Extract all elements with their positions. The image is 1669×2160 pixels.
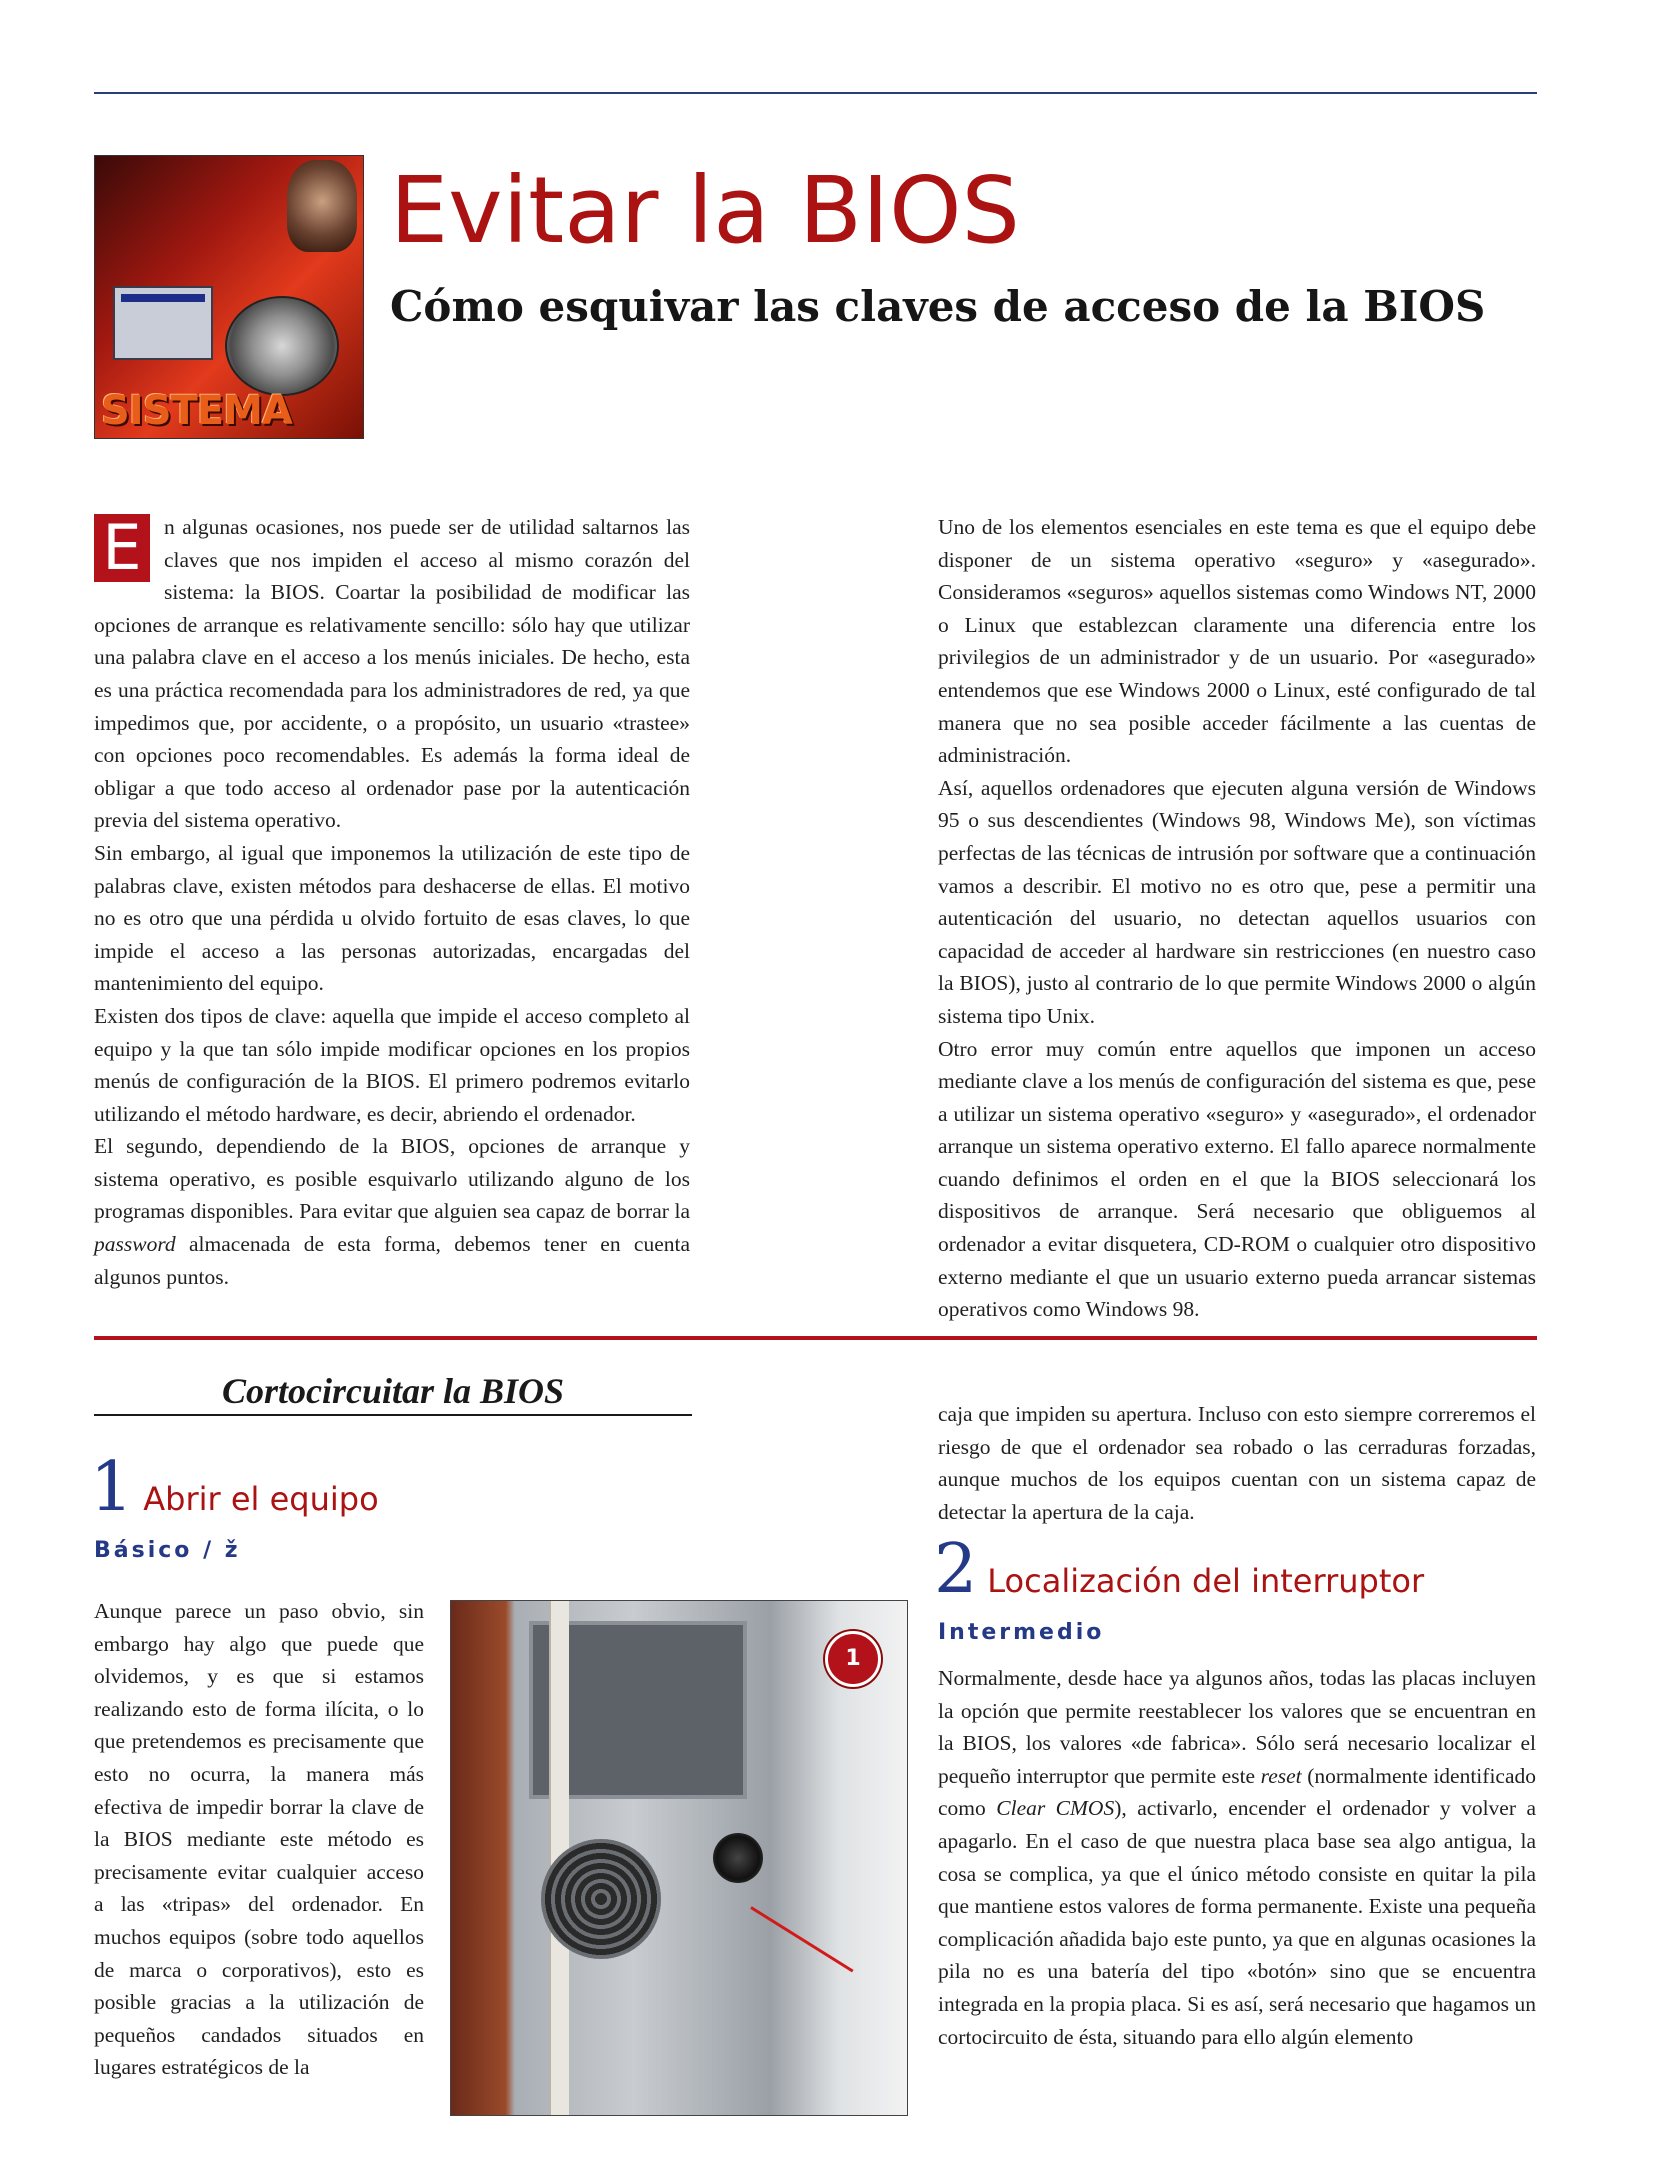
step-1-level: Básico / ž	[94, 1538, 241, 1563]
step-1-body: Aunque parece un paso obvio, sin embargo hay algo que puede que olvidemos, y es que si estamos realizando esto de forma ilícita, o lo que pretendemos es precisamente que esto no ocurra, la manera más efectiva de impedir borrar la clave de la BIOS mediante este método es precisamente evitar cualquier acceso a las «tripas» del ordenador. En muchos equipos (sobre todo aquellos de marca o corporativos), esto es posible gracias a la utilización de pequeños candados situados en lugares estratégicos de la	[94, 1599, 424, 2080]
section-tag: SISTEMA	[101, 388, 292, 434]
step-2-heading	[934, 1530, 1424, 1609]
illustration-hard-disk	[225, 296, 339, 396]
intro-column-left	[94, 511, 690, 1293]
intro-paragraph: Otro error muy común entre aquellos que imponen un acceso mediante clave a los menús de configuración del sistema es que, pese a utilizar un sistema operativo «seguro» y «asegurado», el ordenador arranque un sistema operativo externo. El fallo aparece normalmente cuando definimos el orden en el que la BIOS seleccionará los dispositivos de arranque. Será necesario que obliguemos al ordenador a evitar disquetera, CD-ROM o cualquier otro dispositivo externo mediante el que un usuario externo pueda arrancar sistemas operativos como Windows 98.	[938, 1036, 1536, 1322]
article-title: Evitar la BIOS	[390, 157, 1020, 264]
step-1-heading	[90, 1448, 379, 1527]
step-title: Abrir el equipo	[143, 1480, 379, 1518]
photo-fan	[541, 1839, 661, 1959]
dropcap: E	[94, 514, 150, 582]
photo-lock	[713, 1833, 763, 1883]
intro-paragraph: Sin embargo, al igual que imponemos la utilización de este tipo de palabras clave, existen métodos para deshacerse de ellas. El motivo no es otro que una pérdida u olvido fortuito de esas claves, lo que impide el acceso a las personas autorizadas, encargadas del mantenimiento del equipo.	[94, 840, 690, 996]
step-number: 2	[934, 1530, 978, 1609]
intro-paragraph: El segundo, dependiendo de la BIOS, opciones de arranque y sistema operativo, es posible esquivarlo utilizando alguno de los programas disponibles. Para evitar que alguien sea capaz de borrar la password almacenada de esta forma, debemos tener en cuenta algunos puntos.	[94, 1134, 691, 1289]
intro-paragraph: Así, aquellos ordenadores que ejecuten alguna versión de Windows 95 o sus descendientes (Windows 98, Windows Me), son víctimas perfectas de las técnicas de intrusión por software que a continuación vamos a describir. El motivo no es otro que, pese a permitir una autenticación del usuario, no detectan aquellos usuarios con capacidad de acceder al hardware sin restricciones (en nuestro caso la BIOS), justo al contrario de lo que permite Windows 2000 o algún sistema tipo Unix.	[938, 775, 1536, 1028]
section-illustration	[94, 155, 364, 439]
intro-paragraph: Existen dos tipos de clave: aquella que impide el acceso completo al equipo y la que tan sólo impide modificar opciones en los propios menús de configuración de la BIOS. El primero podremos evitarlo utilizando el método hardware, es decir, abriendo el ordenador.	[94, 1003, 690, 1126]
intro-paragraph: Uno de los elementos esenciales en este tema es que el equipo debe disponer de un sistema operativo «seguro» y «asegurado». Consideramos «seguros» aquellos sistemas como Windows NT, 2000 o Linux que establezcan claramente una diferencia entre los privilegios de un administrador y de un usuario. Por «asegurado» entendemos que ese Windows 2000 o Linux, esté configurado de tal manera que no sea posible acceder fácilmente a las cuentas de administración.	[938, 515, 1536, 768]
article-subtitle: Cómo esquivar las claves de acceso de la BIOS	[390, 282, 1486, 331]
illustration-window	[113, 286, 213, 360]
step-1-continuation: caja que impiden su apertura. Incluso con esto siempre correremos el riesgo de que el ordenador sea robado o las cerraduras forzadas, aunque muchos de los equipos cuentan con un sistema capaz de detectar la apertura de la caja.	[938, 1402, 1536, 1524]
step-number: 1	[90, 1448, 134, 1527]
step-2-body: Normalmente, desde hace ya algunos años, todas las placas incluyen la opción que permite reestablecer los valores que se encuentran en la BIOS, los valores «de fabrica». Sólo será necesario localizar el pequeño interruptor que permite este reset (normalmente identificado como Clear CMOS), activarlo, encender el ordenador y volver a apagarlo. En el caso de que nuestra placa base sea algo antigua, la cosa se complica, ya que el único método consiste en quitar la pila que mantiene estos valores de forma permanente. Existe una pequeña complicación añadida bajo este punto, ya que en algunas ocasiones la pila no es una batería del tipo «botón» sino que se encuentra integrada en la propia placa. Si es así, será necesario que hagamos un cortocircuito de ésta, situando para ello algún elemento	[938, 1666, 1537, 2049]
photo-arrow	[750, 1906, 853, 1972]
step-2-level: Intermedio	[938, 1620, 1105, 1645]
illustration-person	[287, 160, 357, 252]
section-heading: Cortocircuitar la BIOS	[94, 1368, 692, 1416]
intro-column-right	[938, 511, 1536, 1326]
top-rule	[94, 92, 1537, 94]
section-divider	[94, 1336, 1537, 1340]
intro-paragraph: E n algunas ocasiones, nos puede ser de utilidad saltarnos las claves que nos impiden el acceso al mismo corazón del sistema: la BIOS. Coartar la posibilidad de modificar las opciones de arranque es relativamente sencillo: sólo hay que utilizar una palabra clave en el acceso a los menús iniciales. De hecho, esta es una práctica recomendada para los administradores de red, ya que impedimos que, por accidente, o a propósito, un usuario «trastee» con opciones poco recomendables. Es además la forma ideal de obligar a que todo acceso al ordenador pase por la autenticación previa del sistema operativo.	[94, 511, 690, 833]
step-title: Localización del interruptor	[987, 1562, 1425, 1600]
photo-number-badge: 1	[825, 1631, 881, 1687]
computer-case-photo	[450, 1600, 908, 2116]
